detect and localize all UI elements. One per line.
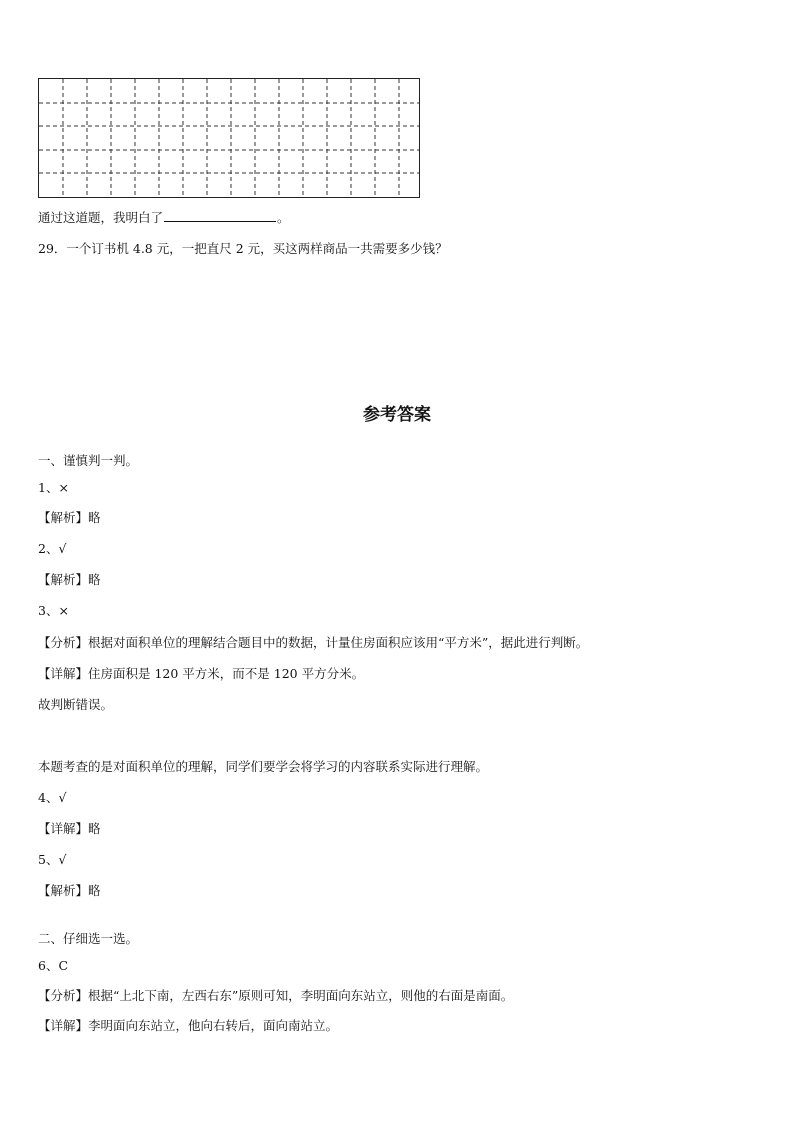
answer-6: 6、C [38, 958, 69, 973]
conclusion-end: 。 [277, 210, 290, 225]
answer-blank[interactable] [164, 208, 276, 222]
analysis-2: 【解析】略 [38, 572, 101, 587]
answer-2: 2、√ [38, 541, 67, 556]
conclusion-3: 故判断错误。 [38, 697, 114, 712]
answer-3: 3、× [38, 603, 69, 618]
analysis-5: 【解析】略 [38, 883, 101, 898]
conclusion-line [38, 208, 290, 226]
question-29: 29．一个订书机 4.8 元，一把直尺 2 元，买这两样商品一共需要多少钱？ [38, 241, 448, 256]
analysis-6: 【分析】根据“上北下南，左西右东”原则可知，李明面向东站立，则他的右面是南面。 [38, 988, 514, 1003]
writing-grid [38, 78, 420, 198]
detail-4: 【详解】略 [38, 821, 101, 836]
answer-5: 5、√ [38, 852, 67, 867]
grid-lines [39, 79, 419, 197]
analysis-3: 【分析】根据对面积单位的理解结合题目中的数据，计量住房面积应该用“平方米”，据此进行判断。 [38, 635, 589, 650]
detail-6: 【详解】李明面向东站立，他向右转后，面向南站立。 [38, 1018, 339, 1033]
section-heading-1: 一、谨慎判一判。 [38, 453, 139, 468]
section-heading-2: 二、仔细选一选。 [38, 931, 139, 946]
answers-title: 参考答案 [363, 405, 431, 425]
answer-1: 1、× [38, 480, 69, 495]
conclusion-text: 通过这道题，我明白了 [38, 210, 164, 225]
analysis-1: 【解析】略 [38, 510, 101, 525]
answer-4: 4、√ [38, 790, 67, 805]
detail-3: 【详解】住房面积是 120 平方米，而不是 120 平方分米。 [38, 666, 365, 681]
summary-3: 本题考查的是对面积单位的理解，同学们要学会将学习的内容联系实际进行理解。 [38, 759, 489, 774]
